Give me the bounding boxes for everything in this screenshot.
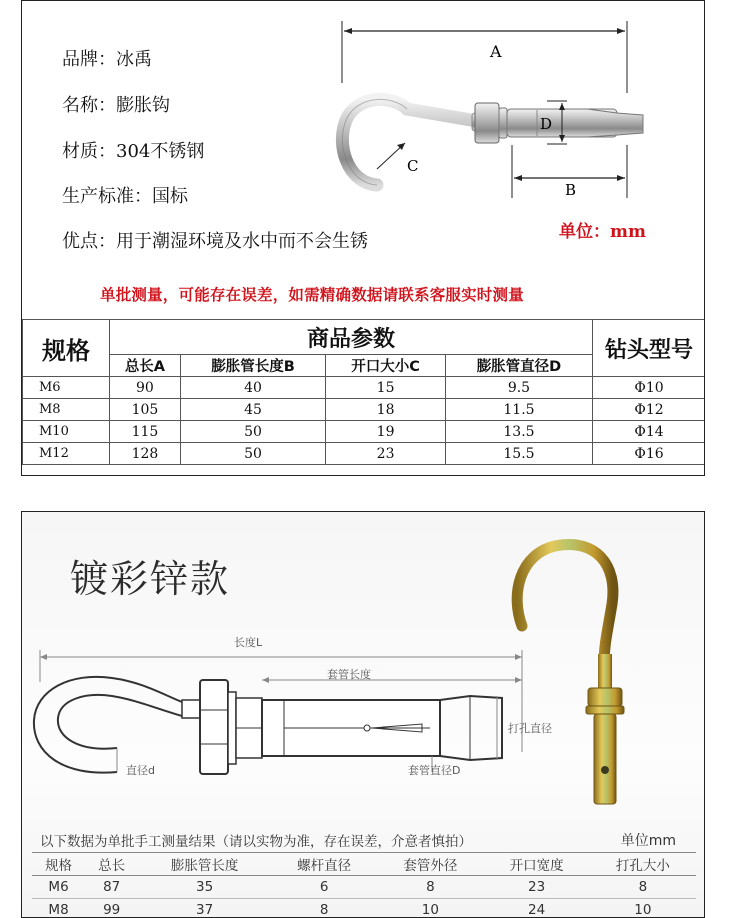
unit-label: 单位：mm: [559, 222, 646, 242]
table-row: M6 90 40 15 9.5 Φ10: [23, 377, 706, 399]
table-header-row: 规格 总长 膨胀管长度 螺杆直径 套管外径 开口宽度 打孔大小: [32, 853, 696, 876]
col-sleeve-dia: 膨胀管直径D: [445, 355, 592, 377]
sleeve-dia-label: 套管直径D: [408, 764, 461, 777]
spec-advantage: 优点：用于潮湿环境及水中而不会生锈: [62, 231, 368, 252]
dim-c-label: C: [407, 157, 419, 175]
measurement-warning: 单批测量，可能存在误差，如需精确数据请联系客服实时测量: [100, 286, 524, 304]
spec-panel-zinc: [21, 511, 705, 918]
col-sleeve-length: 膨胀管长度B: [180, 355, 325, 377]
col-opening: 开口大小C: [326, 355, 446, 377]
stainless-hook-diagram: [317, 13, 647, 199]
length-label: 长度L: [234, 636, 263, 649]
spec-standard: 生产标准：国标: [62, 186, 188, 207]
zinc-spec-table: [32, 852, 696, 918]
table-row: M6 87 35 6 8 23 8: [32, 876, 696, 899]
dim-b-label: B: [565, 181, 577, 199]
spec-brand: 品牌：冰禹: [62, 49, 152, 70]
stainless-spec-table: [22, 319, 705, 465]
params-header: 商品参数: [110, 320, 593, 355]
hook-line-diagram: [22, 612, 562, 812]
spec-header: 规格: [23, 320, 110, 377]
zinc-title: 镀彩锌款: [70, 557, 231, 601]
dim-a-label: A: [490, 42, 502, 61]
zinc-hook-photo: [500, 524, 630, 814]
hole-dia-label: 打孔直径: [508, 722, 552, 735]
table-row: M8 99 37 8 10 24 10: [32, 899, 696, 918]
spec-material: 材质：304不锈钢: [62, 141, 205, 162]
drill-header: 钻头型号: [593, 320, 706, 377]
dim-d-label: D: [540, 115, 553, 133]
spec-panel-stainless: [21, 0, 705, 476]
table-row: M10 115 50 19 13.5 Φ14: [23, 421, 706, 443]
table-row: M12 128 50 23 15.5 Φ16: [23, 443, 706, 465]
col-total-length: 总长A: [110, 355, 181, 377]
rod-dia-label: 直径d: [126, 764, 155, 777]
sleeve-length-label: 套管长度: [327, 668, 371, 681]
measurement-note: 以下数据为单批手工测量结果（请以实物为准，存在误差，介意者慎拍）: [40, 834, 472, 850]
table-row: M8 105 45 18 11.5 Φ12: [23, 399, 706, 421]
spec-name: 名称：膨胀钩: [62, 95, 170, 116]
unit-label-mm: 单位mm: [620, 833, 676, 849]
